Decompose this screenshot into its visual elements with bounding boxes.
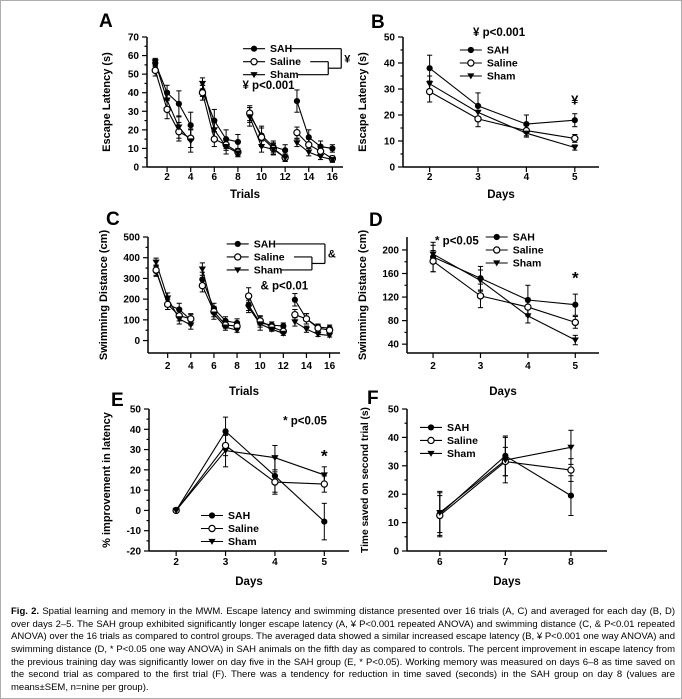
panel-letter-E: E: [111, 390, 124, 411]
x-axis-label: Trials: [229, 189, 261, 201]
svg-text:200: 200: [382, 245, 399, 257]
svg-text:8: 8: [568, 557, 574, 568]
panel-letter-B: B: [371, 12, 385, 33]
svg-text:7: 7: [502, 557, 509, 568]
svg-text:8: 8: [234, 361, 240, 372]
chart-F-time-saved: [355, 383, 631, 605]
svg-text:20: 20: [129, 465, 141, 477]
figure-caption: [11, 606, 675, 694]
svg-text:30: 30: [387, 461, 399, 473]
svg-text:10: 10: [127, 143, 139, 155]
y-axis-label: % improvement in latency: [101, 412, 113, 548]
svg-text:14: 14: [303, 172, 315, 183]
svg-text:3: 3: [477, 361, 484, 372]
legend-label-Saline: Saline: [447, 434, 478, 447]
svg-text:0: 0: [133, 162, 139, 174]
svg-text:4: 4: [188, 361, 194, 372]
svg-text:4: 4: [187, 172, 194, 183]
y-axis-label: Escape Latency (s): [357, 52, 369, 152]
svg-text:4: 4: [525, 361, 531, 372]
legend-label-SAH: SAH: [270, 43, 293, 56]
legend-label-Sham: Sham: [447, 447, 476, 460]
svg-text:2: 2: [173, 557, 179, 568]
legend: [460, 45, 518, 83]
legend-label-Saline: Saline: [228, 523, 259, 535]
series-line-SAH: [176, 431, 324, 521]
significance-annotation: & p<0.01: [260, 280, 309, 293]
legend-label-Sham: Sham: [253, 264, 283, 277]
svg-text:50: 50: [127, 69, 139, 81]
svg-text:10: 10: [383, 136, 395, 148]
series-line-SAH: [250, 115, 285, 150]
legend: [243, 43, 351, 81]
svg-text:20: 20: [383, 110, 395, 122]
panel-A: [97, 7, 363, 203]
svg-text:50: 50: [387, 404, 399, 416]
svg-text:6: 6: [211, 361, 217, 372]
y-axis-label: Swimming Distance (cm): [98, 229, 110, 361]
legend-bracket-symbol: ¥: [344, 53, 351, 66]
svg-text:40: 40: [387, 339, 399, 351]
series-line-Sham: [202, 269, 237, 330]
significance-annotation: * p<0.05: [435, 235, 479, 248]
svg-text:40: 40: [129, 424, 141, 436]
svg-text:-10: -10: [126, 526, 141, 538]
chart-C-swimming-distance-trials: [94, 207, 360, 401]
x-axis-label: Days: [489, 386, 517, 398]
series-line-Sham: [155, 62, 190, 141]
ticks: [402, 250, 575, 358]
series-line-Saline: [250, 113, 285, 158]
svg-text:120: 120: [382, 292, 399, 304]
legend-label-SAH: SAH: [228, 510, 251, 522]
caption-text: Spatial learning and memory in the MWM. Escape latency and swimming distance presented over 16 trials (A, C) and averaged for each day (B, D) over days 2–5. The SAH group exhibited significantly longer escape latency (A, ¥ P<0.001 repeated ANOVA) and swimming distance (C, & P<0.01 repeated ANOVA) over the 16 trials as compared to control groups. The averaged data showed a similar increased escape latency (B, ¥ P<0.001 one way ANOVA) and swimming distance (D, * P<0.05 one way ANOVA) in SAH animals on the fifth day as compared to controls. The percent improvement in escape latency from the previous training day was significantly lower on day five in the SAH group (E, * P<0.05). Working memory was measured on days 6–8 as time saved on the second trial as compared to the first trial (F). There was a tendency for reduction in time saved (seconds) in the SAH group on day 8 (values are means±SEM, n=nine per group).: [11, 606, 676, 693]
svg-text:40: 40: [387, 432, 399, 444]
svg-text:300: 300: [123, 273, 140, 285]
svg-text:12: 12: [277, 361, 289, 372]
legend-label-Sham: Sham: [512, 257, 542, 270]
legend-label-Saline: Saline: [253, 251, 285, 264]
panel-C: [94, 207, 360, 401]
series-line-SAH: [202, 279, 237, 323]
legend-label-Saline: Saline: [486, 57, 518, 70]
legend-label-Sham: Sham: [270, 69, 299, 82]
svg-text:16: 16: [324, 361, 336, 372]
legend-label-Saline: Saline: [270, 56, 301, 69]
svg-text:160: 160: [382, 269, 399, 281]
panel-letter-A: A: [99, 11, 113, 32]
tick-labels: [128, 33, 338, 184]
svg-text:2: 2: [164, 172, 170, 183]
svg-text:14: 14: [300, 361, 313, 372]
series-line-SAH: [297, 101, 332, 148]
legend-label-Sham: Sham: [486, 70, 516, 83]
svg-text:6: 6: [437, 557, 443, 568]
significance-annotation: ¥ p<0.001: [242, 80, 295, 93]
axes: [407, 409, 607, 551]
significance-marker: ¥: [571, 92, 579, 108]
significance-marker: *: [571, 268, 579, 288]
panel-letter-D: D: [369, 210, 383, 231]
x-axis-label: Days: [235, 576, 263, 588]
svg-text:70: 70: [127, 32, 139, 44]
panel-F: [355, 383, 631, 605]
svg-text:4: 4: [523, 172, 530, 183]
panel-letter-C: C: [106, 209, 120, 230]
svg-text:200: 200: [123, 294, 140, 306]
svg-text:10: 10: [255, 172, 268, 183]
legend: [486, 232, 544, 270]
svg-text:500: 500: [123, 232, 140, 244]
legend: [420, 422, 478, 460]
panel-letter-F: F: [367, 388, 379, 409]
svg-text:20: 20: [127, 125, 139, 137]
chart-D-swimming-distance-days: [353, 207, 619, 401]
svg-text:2: 2: [430, 361, 436, 372]
legend-bracket-symbol: &: [327, 248, 336, 261]
svg-text:30: 30: [129, 445, 141, 457]
svg-text:0: 0: [389, 162, 395, 174]
x-axis-label: Days: [493, 576, 521, 588]
svg-text:100: 100: [123, 315, 140, 327]
axes: [407, 237, 599, 353]
legend-label-SAH: SAH: [512, 231, 535, 244]
series-markers-Saline: [430, 258, 578, 325]
y-axis-label: Time saved on second trial (s): [360, 407, 371, 553]
series-lines: [156, 262, 329, 335]
series-lines: [433, 254, 575, 340]
svg-text:0: 0: [393, 546, 399, 558]
svg-text:16: 16: [326, 172, 338, 183]
tick-labels: [123, 233, 335, 373]
svg-text:30: 30: [383, 84, 395, 96]
svg-text:50: 50: [383, 32, 395, 44]
x-axis-label: Days: [487, 189, 515, 201]
svg-text:2: 2: [164, 361, 171, 372]
series-line-Saline: [433, 261, 575, 322]
svg-text:20: 20: [387, 489, 399, 501]
legend-label-Sham: Sham: [228, 536, 257, 548]
panel-D: [353, 207, 619, 401]
x-axis-label: Trials: [228, 386, 260, 398]
error-bars: [430, 242, 577, 344]
tick-labels: [388, 405, 574, 569]
series-line-Saline: [202, 93, 237, 152]
axes: [148, 237, 340, 353]
svg-text:10: 10: [254, 361, 266, 372]
svg-text:12: 12: [279, 172, 291, 183]
ticks: [402, 409, 571, 556]
svg-text:10: 10: [387, 518, 399, 530]
svg-text:5: 5: [572, 172, 578, 183]
chart-E-percent-improvement: [97, 383, 373, 605]
y-axis-label: Swimming Distance (cm): [357, 229, 369, 361]
svg-text:30: 30: [127, 106, 139, 118]
svg-text:40: 40: [127, 88, 139, 100]
svg-text:400: 400: [123, 253, 140, 265]
svg-text:5: 5: [321, 557, 328, 568]
legend: [201, 510, 259, 548]
legend: [227, 238, 336, 276]
panel-B: [353, 7, 619, 203]
svg-text:8: 8: [235, 172, 241, 183]
caption-label: Fig. 2.: [11, 606, 40, 617]
panel-E: [97, 383, 373, 605]
svg-text:-20: -20: [126, 546, 141, 558]
significance-annotation: * p<0.05: [283, 415, 327, 428]
svg-text:0: 0: [134, 336, 140, 348]
svg-text:40: 40: [383, 58, 395, 70]
svg-text:2: 2: [426, 172, 433, 183]
tick-labels: [384, 33, 578, 184]
series-markers-SAH: [173, 428, 327, 524]
series-lines: [176, 431, 324, 521]
series-markers-Sham: [152, 260, 333, 339]
significance-marker: *: [320, 446, 328, 466]
svg-text:4: 4: [272, 557, 278, 568]
svg-text:50: 50: [129, 404, 141, 416]
svg-text:10: 10: [129, 485, 141, 497]
svg-text:80: 80: [387, 316, 399, 328]
series-line-SAH: [202, 91, 237, 142]
chart-A-escape-latency-trials: [97, 7, 363, 203]
svg-text:3: 3: [475, 172, 481, 183]
chart-B-escape-latency-days: [353, 7, 619, 203]
series-line-Sham: [202, 83, 237, 153]
legend-label-SAH: SAH: [486, 44, 510, 57]
svg-text:3: 3: [222, 557, 229, 568]
svg-text:5: 5: [572, 361, 579, 372]
legend-label-SAH: SAH: [253, 238, 276, 251]
series-markers-SAH: [430, 254, 578, 308]
legend-label-Saline: Saline: [512, 244, 544, 257]
series-markers-SAH: [152, 60, 335, 153]
svg-text:0: 0: [135, 505, 141, 517]
significance-annotation: ¥ p<0.001: [472, 26, 526, 39]
series-line-Sham: [430, 84, 575, 148]
series-line-SAH: [155, 63, 190, 125]
axes: [403, 37, 599, 167]
y-axis-label: Escape Latency (s): [101, 52, 113, 152]
legend-label-SAH: SAH: [447, 421, 470, 434]
series-line-Sham: [297, 143, 332, 160]
svg-text:60: 60: [127, 51, 139, 63]
series-markers-Sham: [426, 81, 578, 151]
svg-text:6: 6: [211, 172, 218, 183]
